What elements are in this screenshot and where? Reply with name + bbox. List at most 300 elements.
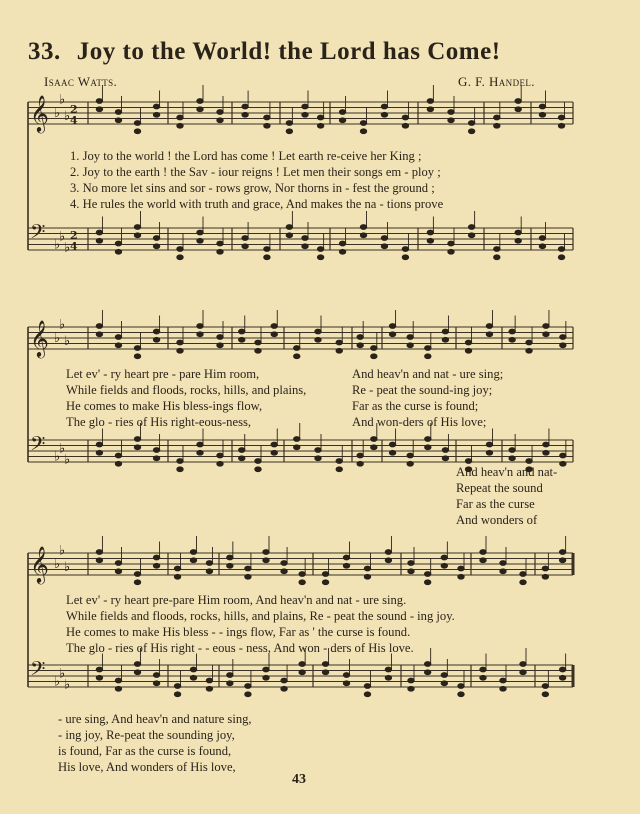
note-head <box>286 225 292 230</box>
note-head <box>560 453 566 458</box>
note-head <box>500 678 506 683</box>
note-head <box>364 692 370 697</box>
note-head <box>315 448 321 453</box>
note-head <box>526 340 532 345</box>
note-head <box>343 555 349 560</box>
note-head <box>458 692 464 697</box>
note-head <box>96 238 102 243</box>
note-head <box>242 236 248 241</box>
note-head <box>134 572 140 577</box>
note-head <box>217 343 223 348</box>
bass-lyric-line: His love, And wonders of His love, <box>58 760 236 774</box>
note-head <box>96 99 102 104</box>
flat-icon: ♭ <box>54 449 61 465</box>
note-head <box>407 453 413 458</box>
note-head <box>343 563 349 568</box>
note-head <box>336 459 342 464</box>
note-head <box>206 678 212 683</box>
note-head <box>197 99 203 104</box>
note-head <box>515 99 521 104</box>
note-head <box>458 574 464 579</box>
treble-clef-icon: 𝄞 <box>30 545 49 583</box>
note-head <box>486 442 492 447</box>
note-head <box>371 445 377 450</box>
note-head <box>177 115 183 120</box>
note-head <box>134 354 140 359</box>
note-head <box>245 566 251 571</box>
note-head <box>153 681 159 686</box>
note-head <box>115 569 121 574</box>
note-head <box>494 123 500 128</box>
treble-clef-icon: 𝄞 <box>30 319 49 357</box>
note-head <box>448 118 454 123</box>
note-head <box>302 236 308 241</box>
note-head <box>559 675 565 680</box>
note-head <box>381 236 387 241</box>
note-head <box>217 249 223 254</box>
note-head <box>339 118 345 123</box>
note-head <box>424 580 430 585</box>
note-head <box>560 343 566 348</box>
system3-bass-lyrics <box>58 711 252 775</box>
note-head <box>389 442 395 447</box>
note-head <box>255 459 261 464</box>
note-head <box>526 348 532 353</box>
note-head <box>515 107 521 112</box>
flat-icon: ♭ <box>59 317 66 333</box>
note-head <box>427 238 433 243</box>
verse-line: Re - peat the sound-ing joy; <box>352 383 493 397</box>
page-number: 43 <box>292 772 306 787</box>
note-head <box>115 561 121 566</box>
flat-icon: ♭ <box>54 331 61 346</box>
note-head <box>177 348 183 353</box>
note-head <box>153 456 159 461</box>
note-head <box>281 569 287 574</box>
note-head <box>480 667 486 672</box>
note-head <box>520 580 526 585</box>
note-head <box>115 118 121 123</box>
note-head <box>317 123 323 128</box>
note-head <box>153 236 159 241</box>
lyricist-credit: Isaac Watts. <box>44 74 118 89</box>
note-head <box>364 574 370 579</box>
flat-icon: ♭ <box>64 240 71 256</box>
verse-line: 1. Joy to the world ! the Lord has come ! Let earth re-ceive her King ; <box>70 149 422 163</box>
note-head <box>96 675 102 680</box>
note-head <box>468 233 474 238</box>
note-head <box>115 461 121 466</box>
bass-lyric-line: And heav'n and nat- <box>456 465 558 479</box>
flat-icon: ♭ <box>64 108 71 124</box>
note-head <box>360 233 366 238</box>
note-head <box>317 115 323 120</box>
note-head <box>96 558 102 563</box>
note-head <box>480 675 486 680</box>
note-head <box>115 678 121 683</box>
verse-line: While fields and floods, rocks, hills, and plains, <box>66 383 307 397</box>
note-head <box>360 225 366 230</box>
flat-icon: ♭ <box>64 452 71 468</box>
note-head <box>425 445 431 450</box>
note-head <box>515 238 521 243</box>
note-head <box>134 129 140 134</box>
note-head <box>364 566 370 571</box>
note-head <box>559 558 565 563</box>
note-head <box>371 346 377 351</box>
note-head <box>402 123 408 128</box>
note-head <box>407 343 413 348</box>
note-head <box>448 110 454 115</box>
note-head <box>255 340 261 345</box>
note-head <box>96 230 102 235</box>
note-head <box>520 662 526 667</box>
note-head <box>177 459 183 464</box>
time-signature-bottom: 4 <box>70 114 78 127</box>
note-head <box>357 343 363 348</box>
verse-line: The glo - ries of His right - - eous - ness, And won - ders of His love. <box>66 641 414 655</box>
note-head <box>134 346 140 351</box>
note-head <box>271 332 277 337</box>
note-head <box>217 335 223 340</box>
bass-lyric-line: - ure sing, And heav'n and nature sing, <box>58 712 252 726</box>
note-head <box>174 566 180 571</box>
note-head <box>343 673 349 678</box>
note-head <box>385 550 391 555</box>
note-head <box>294 346 300 351</box>
note-head <box>389 332 395 337</box>
note-head <box>96 332 102 337</box>
note-head <box>174 574 180 579</box>
note-head <box>206 561 212 566</box>
note-head <box>281 678 287 683</box>
note-head <box>264 123 270 128</box>
note-head <box>197 442 203 447</box>
note-head <box>486 450 492 455</box>
note-head <box>115 241 121 246</box>
note-head <box>134 662 140 667</box>
note-head <box>134 233 140 238</box>
note-head <box>442 448 448 453</box>
bass-lyric-line: - ing joy, Re-peat the sounding joy, <box>58 728 235 742</box>
note-head <box>560 335 566 340</box>
note-head <box>115 110 121 115</box>
note-head <box>174 692 180 697</box>
note-head <box>177 340 183 345</box>
note-head <box>402 247 408 252</box>
note-head <box>322 572 328 577</box>
note-head <box>402 115 408 120</box>
note-head <box>190 675 196 680</box>
note-head <box>480 558 486 563</box>
note-head <box>197 332 203 337</box>
note-head <box>299 662 305 667</box>
flat-icon: ♭ <box>54 237 61 253</box>
composer-credit: G. F. Handel. <box>458 74 535 89</box>
note-head <box>206 686 212 691</box>
note-head <box>408 678 414 683</box>
note-head <box>336 340 342 345</box>
note-head <box>408 569 414 574</box>
system1-verses <box>70 148 443 212</box>
note-head <box>542 566 548 571</box>
note-head <box>299 670 305 675</box>
note-head <box>509 329 515 334</box>
note-head <box>134 445 140 450</box>
verse-line: And heav'n and nat - ure sing; <box>352 367 504 381</box>
bass-clef-icon: 𝄢 <box>30 220 46 248</box>
note-head <box>134 580 140 585</box>
note-head <box>468 225 474 230</box>
note-head <box>560 461 566 466</box>
note-head <box>134 437 140 442</box>
note-head <box>465 340 471 345</box>
note-head <box>271 324 277 329</box>
note-head <box>448 249 454 254</box>
note-head <box>339 249 345 254</box>
note-head <box>217 461 223 466</box>
note-head <box>281 686 287 691</box>
note-head <box>558 247 564 252</box>
note-head <box>500 561 506 566</box>
note-head <box>515 230 521 235</box>
flat-icon: ♭ <box>54 557 61 572</box>
note-head <box>264 247 270 252</box>
note-head <box>245 684 251 689</box>
note-head <box>174 684 180 689</box>
note-head <box>558 123 564 128</box>
hymn-title-text: Joy to the World! the Lord has Come! <box>76 38 501 65</box>
note-head <box>480 550 486 555</box>
note-head <box>385 667 391 672</box>
flat-icon: ♭ <box>59 543 66 559</box>
note-head <box>217 118 223 123</box>
note-head <box>539 104 545 109</box>
note-head <box>197 107 203 112</box>
note-head <box>500 686 506 691</box>
note-head <box>336 348 342 353</box>
note-head <box>322 670 328 675</box>
note-head <box>543 450 549 455</box>
note-head <box>458 684 464 689</box>
note-head <box>115 343 121 348</box>
note-head <box>115 335 121 340</box>
note-head <box>227 673 233 678</box>
note-head <box>153 337 159 342</box>
note-head <box>336 467 342 472</box>
note-head <box>264 115 270 120</box>
note-head <box>408 561 414 566</box>
note-head <box>245 574 251 579</box>
note-head <box>424 670 430 675</box>
system2-verses-left <box>66 366 306 430</box>
note-head <box>558 255 564 260</box>
verse-line: 4. He rules the world with truth and grace, And makes the na - tions prove <box>70 197 444 211</box>
flat-icon: ♭ <box>54 106 61 121</box>
note-head <box>134 225 140 230</box>
note-head <box>442 456 448 461</box>
note-head <box>281 561 287 566</box>
note-head <box>402 255 408 260</box>
verse-line: 2. Joy to the earth ! the Sav - iour reigns ! Let men their songs em - ploy ; <box>70 165 441 179</box>
note-head <box>500 569 506 574</box>
flat-icon: ♭ <box>64 677 71 693</box>
note-head <box>115 453 121 458</box>
note-head <box>381 244 387 249</box>
note-head <box>441 555 447 560</box>
note-head <box>559 667 565 672</box>
note-head <box>239 337 245 342</box>
note-head <box>96 450 102 455</box>
note-head <box>425 354 431 359</box>
note-head <box>468 121 474 126</box>
note-head <box>239 329 245 334</box>
note-head <box>227 681 233 686</box>
note-head <box>286 129 292 134</box>
system2-bass-lyrics <box>456 464 557 528</box>
note-head <box>302 244 308 249</box>
note-head <box>424 662 430 667</box>
treble-clef-icon: 𝄞 <box>30 94 49 132</box>
system2-verses-right <box>352 366 503 430</box>
note-head <box>494 247 500 252</box>
note-head <box>360 121 366 126</box>
note-head <box>206 569 212 574</box>
note-head <box>242 244 248 249</box>
note-head <box>177 247 183 252</box>
note-head <box>190 558 196 563</box>
note-head <box>177 467 183 472</box>
note-head <box>343 681 349 686</box>
note-head <box>425 437 431 442</box>
note-head <box>542 692 548 697</box>
note-head <box>299 572 305 577</box>
note-head <box>227 555 233 560</box>
flat-icon: ♭ <box>64 333 71 349</box>
note-head <box>255 348 261 353</box>
verse-line: 3. No more let sins and sor - rows grow, Nor thorns in - fest the ground ; <box>70 181 435 195</box>
note-head <box>317 255 323 260</box>
note-head <box>486 324 492 329</box>
note-head <box>364 684 370 689</box>
bass-lyric-line: And wonders of <box>456 513 538 527</box>
verse-line: Far as the curse is found; <box>352 399 479 413</box>
note-head <box>408 686 414 691</box>
note-head <box>227 563 233 568</box>
note-head <box>407 335 413 340</box>
note-head <box>543 324 549 329</box>
note-head <box>385 675 391 680</box>
note-head <box>539 244 545 249</box>
note-head <box>286 121 292 126</box>
note-head <box>486 332 492 337</box>
note-head <box>190 667 196 672</box>
bass-clef-icon: 𝄢 <box>30 432 46 460</box>
verse-line: He comes to make His bless - - ings flow, Far as ' the curse is found. <box>66 625 411 639</box>
note-head <box>339 110 345 115</box>
note-head <box>539 236 545 241</box>
note-head <box>242 104 248 109</box>
verse-line: Let ev' - ry heart pre - pare Him room, <box>66 367 260 381</box>
note-head <box>389 324 395 329</box>
note-head <box>448 241 454 246</box>
note-head <box>239 456 245 461</box>
note-head <box>271 442 277 447</box>
flat-icon: ♭ <box>59 229 66 245</box>
note-head <box>115 249 121 254</box>
note-head <box>217 110 223 115</box>
note-head <box>294 437 300 442</box>
note-head <box>520 670 526 675</box>
note-head <box>302 104 308 109</box>
note-head <box>526 459 532 464</box>
note-head <box>322 662 328 667</box>
note-head <box>315 329 321 334</box>
note-head <box>153 555 159 560</box>
verse-line: He comes to make His bless-ings flow, <box>66 399 263 413</box>
note-head <box>494 255 500 260</box>
note-head <box>153 563 159 568</box>
note-head <box>357 453 363 458</box>
note-head <box>317 247 323 252</box>
note-head <box>494 115 500 120</box>
note-head <box>520 572 526 577</box>
note-head <box>242 112 248 117</box>
note-head <box>465 459 471 464</box>
note-head <box>239 448 245 453</box>
note-head <box>286 233 292 238</box>
note-head <box>381 112 387 117</box>
note-head <box>468 129 474 134</box>
note-head <box>389 450 395 455</box>
note-head <box>543 332 549 337</box>
verse-line: While fields and floods, rocks, hills, and plains, Re - peat the sound - ing joy. <box>66 609 455 623</box>
note-head <box>134 121 140 126</box>
flat-icon: ♭ <box>54 674 61 690</box>
note-head <box>381 104 387 109</box>
note-head <box>263 667 269 672</box>
note-head <box>217 241 223 246</box>
note-head <box>542 574 548 579</box>
note-head <box>197 238 203 243</box>
note-head <box>190 550 196 555</box>
verse-line: And won-ders of His love; <box>352 415 487 429</box>
note-head <box>427 230 433 235</box>
note-head <box>441 673 447 678</box>
note-head <box>153 104 159 109</box>
flat-icon: ♭ <box>59 92 66 108</box>
note-head <box>509 448 515 453</box>
note-head <box>264 255 270 260</box>
note-head <box>197 230 203 235</box>
note-head <box>134 670 140 675</box>
note-head <box>153 112 159 117</box>
time-signature-bottom: 4 <box>70 240 78 253</box>
hymn-number: 33. <box>28 38 61 65</box>
note-head <box>441 681 447 686</box>
note-head <box>197 450 203 455</box>
note-head <box>294 354 300 359</box>
note-head <box>458 566 464 571</box>
note-head <box>407 461 413 466</box>
verse-line: The glo - ries of His right-eous-ness, <box>66 415 252 429</box>
note-head <box>371 354 377 359</box>
note-head <box>357 461 363 466</box>
system3-verses <box>66 592 455 656</box>
note-head <box>543 442 549 447</box>
note-head <box>357 335 363 340</box>
note-head <box>539 112 545 117</box>
